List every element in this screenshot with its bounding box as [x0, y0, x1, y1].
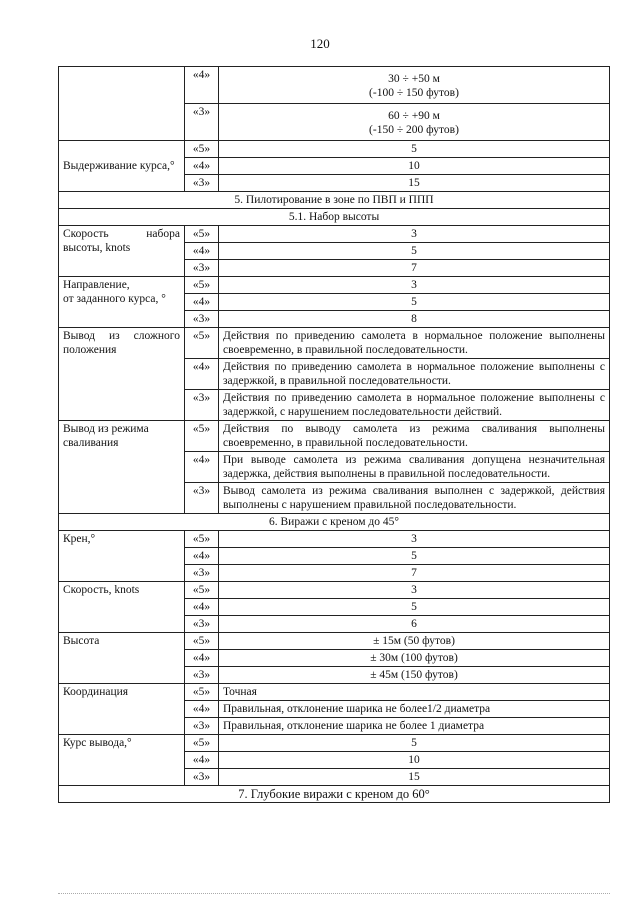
grade-cell: «3»: [185, 175, 219, 192]
grade-cell: «3»: [185, 260, 219, 277]
criterion-label: Вывод из режима сваливания: [59, 421, 185, 514]
value-cell: Действия по приведению самолета в нормальное положение выполнены своевременно, в правильной последовательности.: [219, 328, 610, 359]
table-row: [59, 141, 610, 158]
value-cell: Вывод самолета из режима сваливания выполнен с задержкой, действия выполнены с нарушением правильной последовательности.: [219, 483, 610, 514]
criterion-label: Выдерживание курса,°: [59, 141, 185, 192]
value-cell: 5: [219, 599, 610, 616]
value-cell: ± 45м (150 футов): [219, 667, 610, 684]
value-cell: 3: [219, 582, 610, 599]
value-cell: 5: [219, 243, 610, 260]
value-cell: Действия по приведению самолета в нормальное положение выполнены с задержкой, с нарушением последовательности действий.: [219, 390, 610, 421]
grade-cell: «3»: [185, 667, 219, 684]
value-cell: 5: [219, 294, 610, 311]
grade-cell: «5»: [185, 684, 219, 701]
section-heading: 6. Виражи с креном до 45°: [59, 514, 610, 531]
criterion-label-line: Направление,: [63, 279, 130, 291]
grade-cell: «5»: [185, 277, 219, 294]
value-cell: [219, 67, 610, 104]
section-heading-row: [59, 209, 610, 226]
grade-cell: «3»: [185, 616, 219, 633]
criterion-label-line: от заданного курса, °: [63, 293, 166, 305]
value-cell: Правильная, отклонение шарика не более 1 диаметра: [219, 718, 610, 735]
value-cell: 10: [219, 158, 610, 175]
criterion-label: [59, 277, 185, 328]
grade-cell: «5»: [185, 141, 219, 158]
grade-cell: «5»: [185, 328, 219, 359]
subsection-heading: 5.1. Набор высоты: [59, 209, 610, 226]
grade-cell: «3»: [185, 769, 219, 786]
criterion-label: Курс вывода,°: [59, 735, 185, 786]
value-line: 30 ÷ +50 м: [388, 73, 440, 85]
grade-cell: «4»: [185, 158, 219, 175]
value-line: 60 ÷ +90 м: [388, 110, 440, 122]
value-cell: 7: [219, 565, 610, 582]
grade-cell: «4»: [185, 599, 219, 616]
table-row: [59, 277, 610, 294]
criterion-label: Крен,°: [59, 531, 185, 582]
value-cell: 3: [219, 531, 610, 548]
table-row: [59, 67, 610, 104]
grade-cell: «5»: [185, 421, 219, 452]
table-row: [59, 633, 610, 650]
value-cell: 7: [219, 260, 610, 277]
criterion-label: Вывод из сложного положения: [59, 328, 185, 421]
table-row: [59, 421, 610, 452]
grade-cell: «3»: [185, 718, 219, 735]
page-number: 120: [310, 36, 330, 51]
value-cell: 3: [219, 277, 610, 294]
value-cell: 3: [219, 226, 610, 243]
table-row: [59, 735, 610, 752]
criterion-label: Высота: [59, 633, 185, 684]
grade-cell: «3»: [185, 390, 219, 421]
criterion-label: Координация: [59, 684, 185, 735]
section-heading-row: [59, 192, 610, 209]
grade-cell: «4»: [185, 67, 219, 104]
value-cell: 5: [219, 141, 610, 158]
grade-cell: «4»: [185, 701, 219, 718]
grade-cell: «4»: [185, 243, 219, 260]
table-row: [59, 328, 610, 359]
value-line: (-150 ÷ 200 футов): [369, 124, 459, 136]
grade-cell: «3»: [185, 483, 219, 514]
value-cell: 15: [219, 769, 610, 786]
table-row: [59, 684, 610, 701]
value-cell: ± 30м (100 футов): [219, 650, 610, 667]
grade-cell: «4»: [185, 650, 219, 667]
value-cell: При выводе самолета из режима сваливания допущена незначительная задержка, действия выполнены в правильной последовательности.: [219, 452, 610, 483]
value-cell: 10: [219, 752, 610, 769]
criterion-label: Скорость, knots: [59, 582, 185, 633]
section-heading-row: [59, 514, 610, 531]
table-row: [59, 226, 610, 243]
value-cell: Точная: [219, 684, 610, 701]
grade-cell: «5»: [185, 633, 219, 650]
value-cell: 5: [219, 735, 610, 752]
grade-cell: «4»: [185, 452, 219, 483]
grade-cell: «4»: [185, 752, 219, 769]
page-bottom-divider: [58, 893, 610, 894]
value-cell: Действия по выводу самолета из режима сваливания выполнены своевременно, в правильной последовательности.: [219, 421, 610, 452]
grade-cell: «4»: [185, 359, 219, 390]
grade-cell: «5»: [185, 582, 219, 599]
value-cell: 15: [219, 175, 610, 192]
grade-cell: «4»: [185, 548, 219, 565]
table-row: [59, 531, 610, 548]
grading-table: [58, 66, 610, 803]
section-heading-row: [59, 786, 610, 803]
grade-cell: «5»: [185, 735, 219, 752]
table-row: [59, 582, 610, 599]
value-cell: ± 15м (50 футов): [219, 633, 610, 650]
value-cell: 6: [219, 616, 610, 633]
grade-cell: «5»: [185, 226, 219, 243]
value-line: (-100 ÷ 150 футов): [369, 87, 459, 99]
value-cell: [219, 104, 610, 141]
section-heading: 5. Пилотирование в зоне по ПВП и ППП: [59, 192, 610, 209]
grade-cell: «4»: [185, 294, 219, 311]
grade-cell: «3»: [185, 104, 219, 141]
grade-cell: «3»: [185, 565, 219, 582]
grade-cell: «5»: [185, 531, 219, 548]
value-cell: 8: [219, 311, 610, 328]
section-heading: 7. Глубокие виражи с креном до 60°: [59, 786, 610, 803]
criterion-label: Скорость набора высоты, knots: [59, 226, 185, 277]
value-cell: Действия по приведению самолета в нормальное положение выполнены с задержкой, в правильной последовательности.: [219, 359, 610, 390]
grade-cell: «3»: [185, 311, 219, 328]
criterion-cell: [59, 67, 185, 141]
value-cell: Правильная, отклонение шарика не более1/2 диаметра: [219, 701, 610, 718]
value-cell: 5: [219, 548, 610, 565]
